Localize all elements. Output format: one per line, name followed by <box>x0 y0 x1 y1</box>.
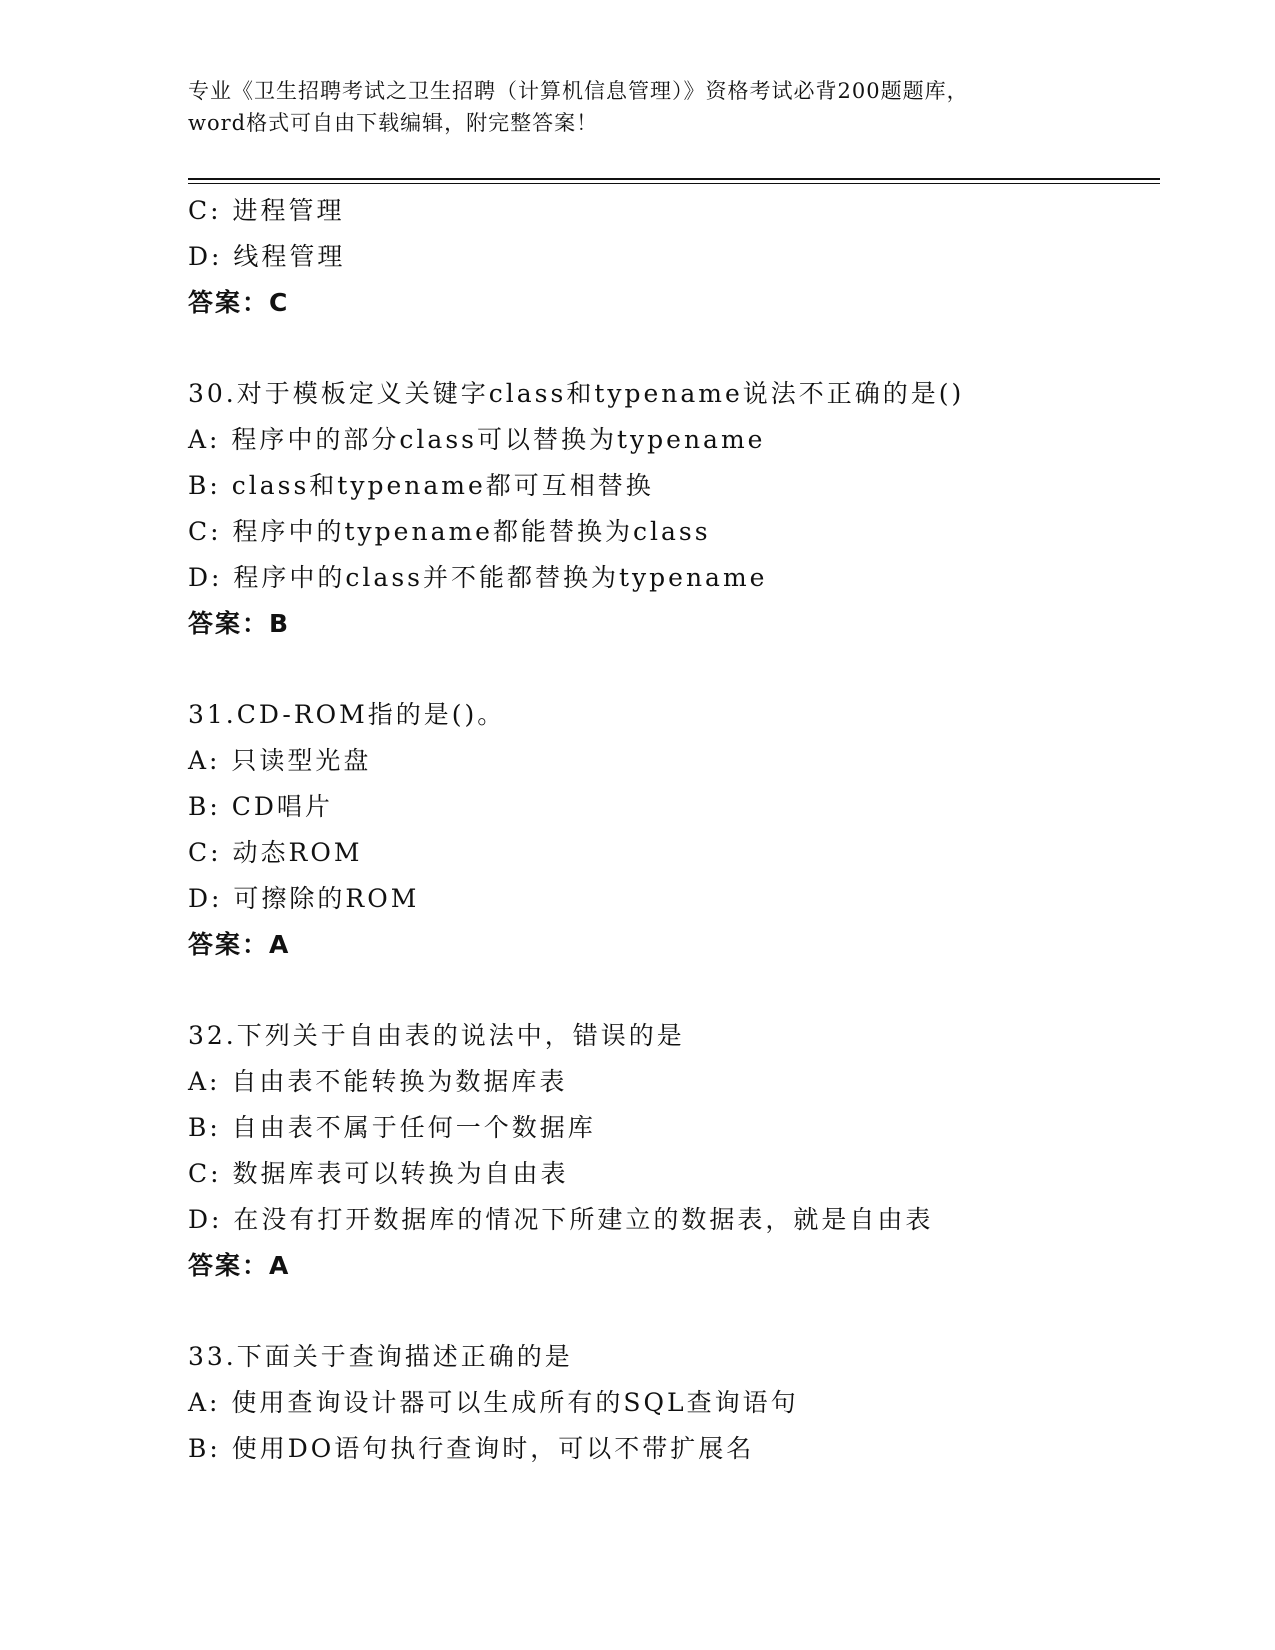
header-divider-thin <box>188 183 1160 184</box>
option-d: D: 程序中的class并不能都替换为typename <box>188 563 768 592</box>
question-text: 32.下列关于自由表的说法中，错误的是 <box>188 1021 685 1050</box>
option-c: C: 动态ROM <box>188 838 363 867</box>
option-c: C: 程序中的typename都能替换为class <box>188 517 711 546</box>
option-b: B: 自由表不属于任何一个数据库 <box>188 1113 596 1142</box>
document-header <box>188 75 1088 139</box>
option-b: B: CD唱片 <box>188 792 333 821</box>
header-title-line-1: 专业《卫生招聘考试之卫生招聘（计算机信息管理）》资格考试必背200题题库， <box>188 79 969 103</box>
answer-text: 答案：C <box>188 288 290 317</box>
spacer <box>188 647 1148 692</box>
question-block-30 <box>188 371 1148 647</box>
option-d: D: 可擦除的ROM <box>188 884 420 913</box>
header-title-line-2: word格式可自由下载编辑，附完整答案！ <box>188 111 599 135</box>
option-a: A: 程序中的部分class可以替换为typename <box>188 425 766 454</box>
question-block-prev <box>188 188 1148 326</box>
answer-text: 答案：B <box>188 609 291 638</box>
option-b: B: 使用DO语句执行查询时，可以不带扩展名 <box>188 1434 755 1463</box>
option-d: D: 在没有打开数据库的情况下所建立的数据表，就是自由表 <box>188 1205 934 1234</box>
answer-text: 答案：A <box>188 930 291 959</box>
option-c: C: 进程管理 <box>188 196 345 225</box>
question-text: 33.下面关于查询描述正确的是 <box>188 1342 573 1371</box>
spacer <box>188 1289 1148 1334</box>
answer-text: 答案：A <box>188 1251 291 1280</box>
option-a: A: 自由表不能转换为数据库表 <box>188 1067 568 1096</box>
question-block-31 <box>188 692 1148 968</box>
spacer <box>188 968 1148 1013</box>
option-d: D: 线程管理 <box>188 242 346 271</box>
spacer <box>188 326 1148 371</box>
question-text: 30.对于模板定义关键字class和typename说法不正确的是() <box>188 379 965 408</box>
question-block-32 <box>188 1013 1148 1289</box>
header-divider-thick <box>188 178 1160 180</box>
question-block-33 <box>188 1334 1148 1472</box>
option-b: B: class和typename都可互相替换 <box>188 471 654 500</box>
option-a: A: 只读型光盘 <box>188 746 372 775</box>
question-text: 31.CD-ROM指的是()。 <box>188 700 506 729</box>
option-a: A: 使用查询设计器可以生成所有的SQL查询语句 <box>188 1388 799 1417</box>
option-c: C: 数据库表可以转换为自由表 <box>188 1159 569 1188</box>
question-list <box>188 188 1148 1472</box>
